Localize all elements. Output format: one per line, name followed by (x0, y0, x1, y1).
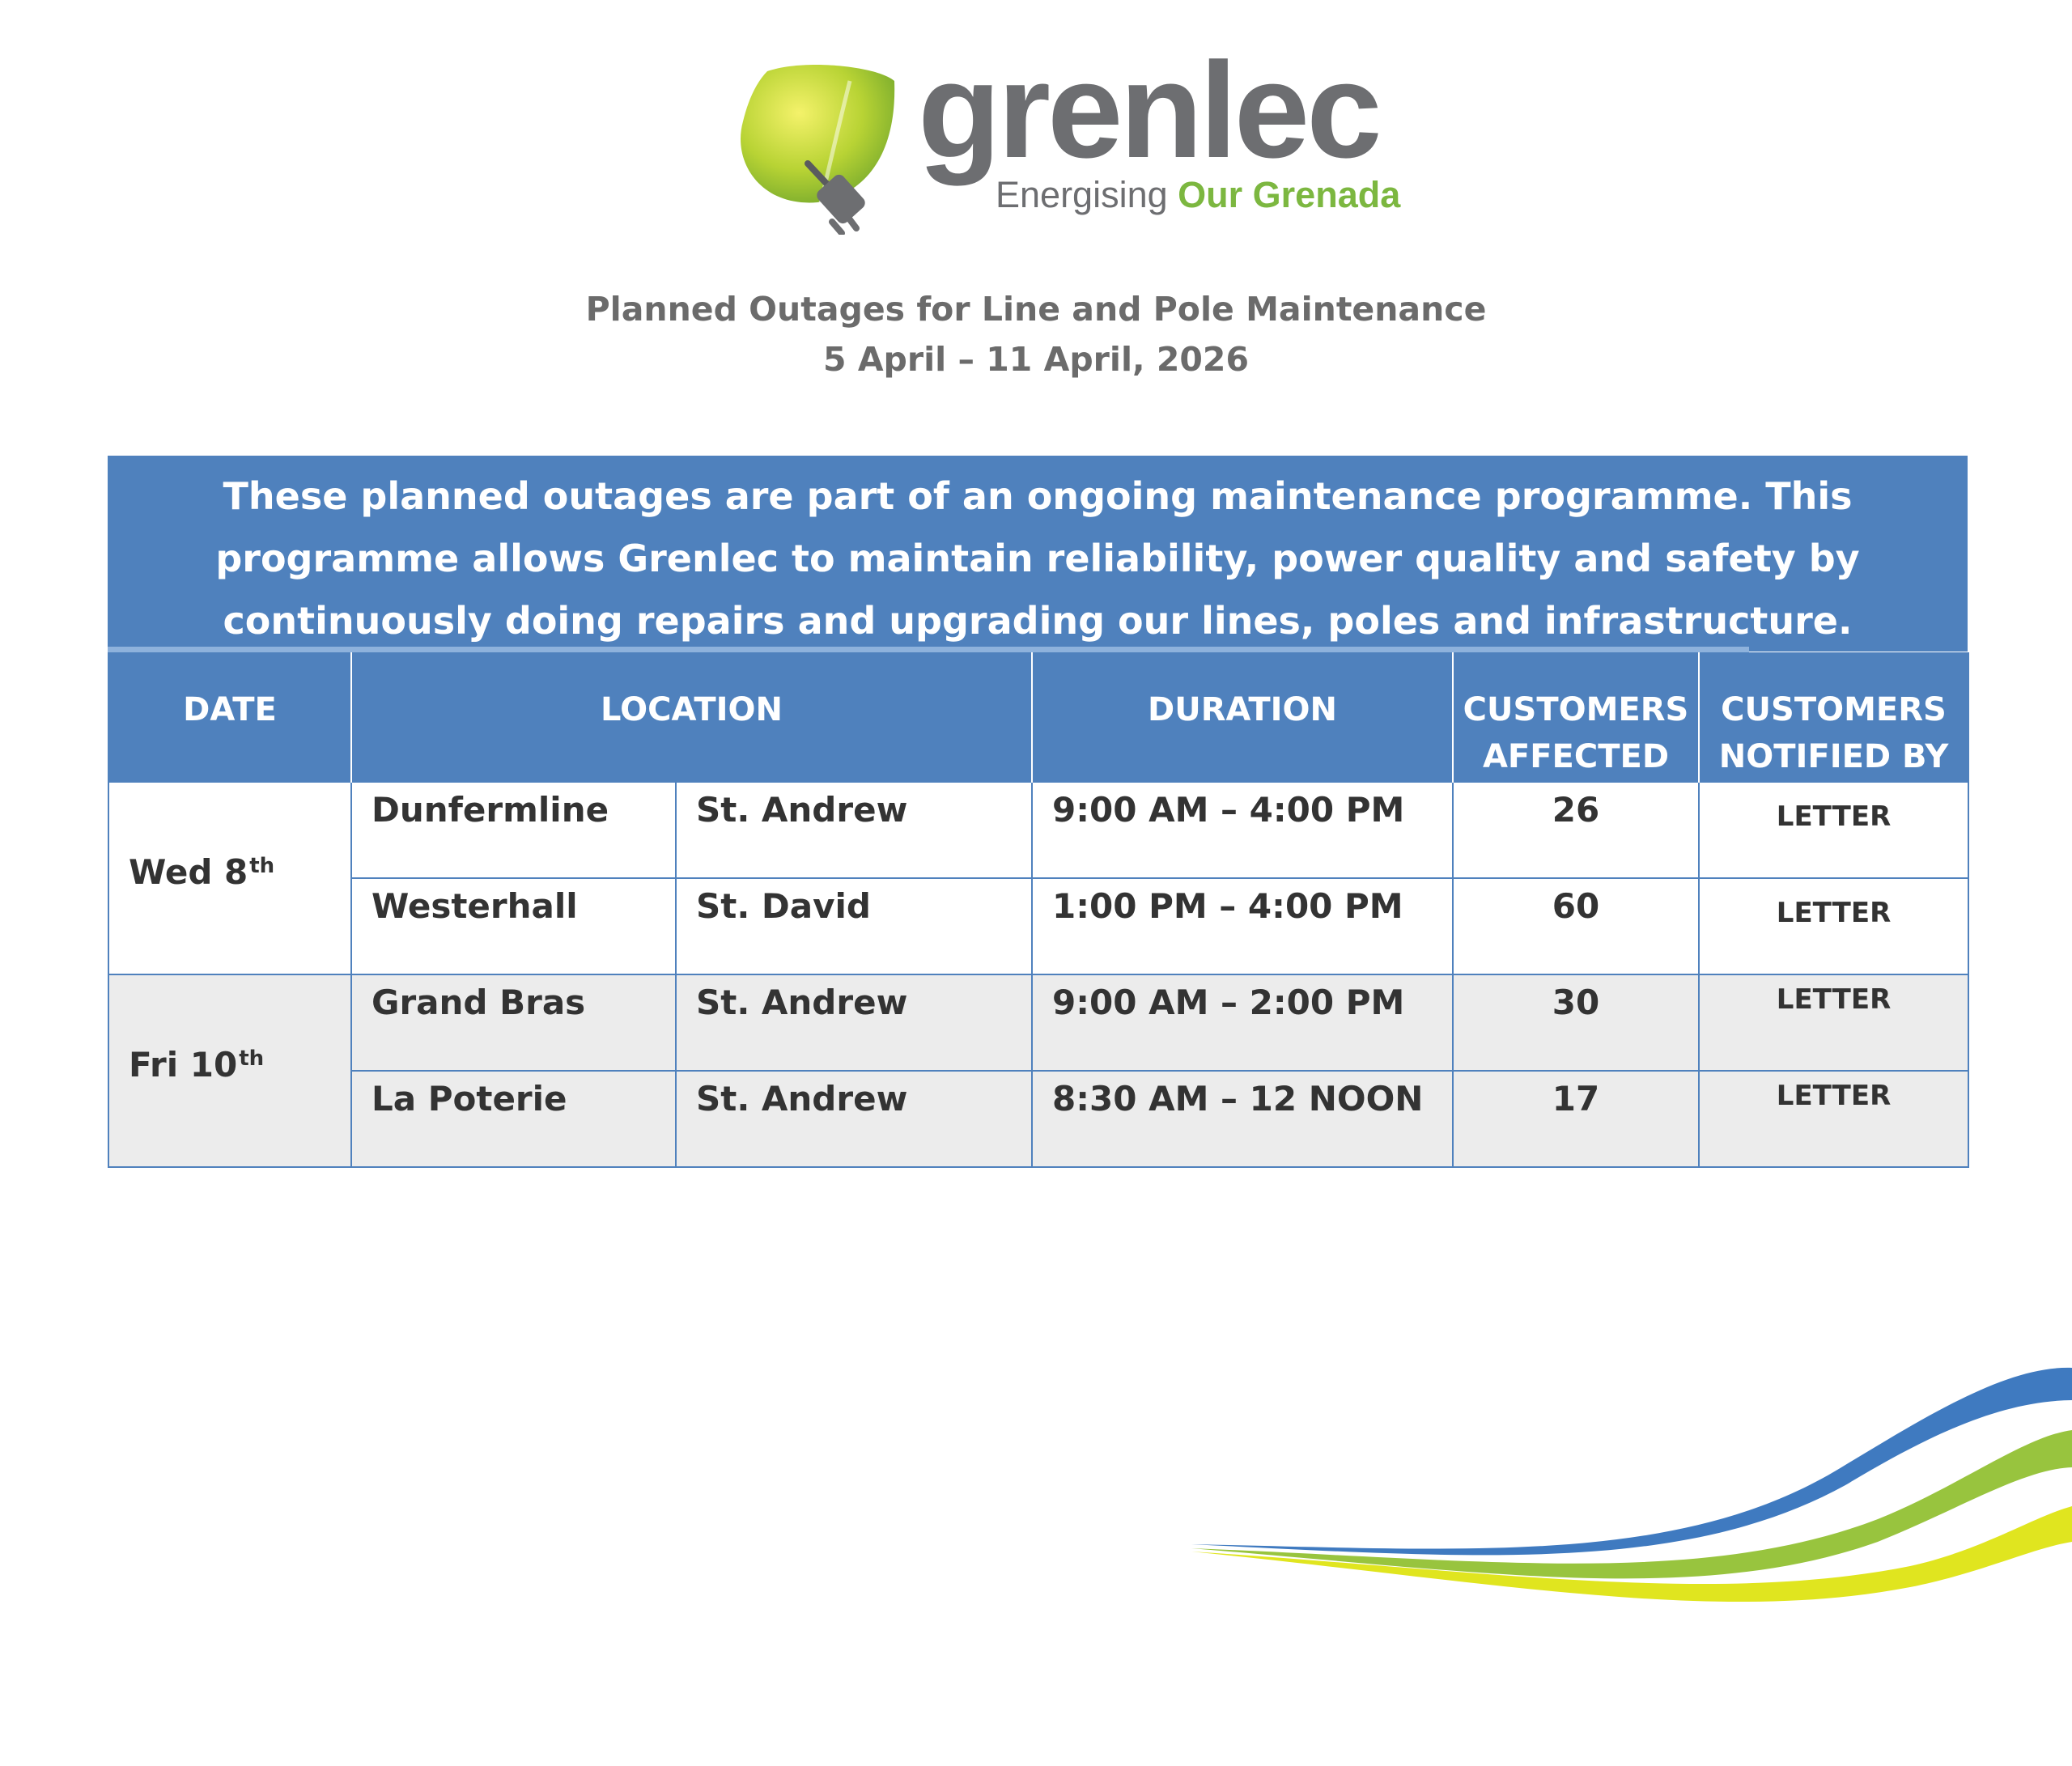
date-day: Fri 10 (129, 1045, 238, 1085)
header-customers-notified (1699, 652, 1968, 782)
area-cell: Westerhall (351, 878, 676, 974)
parish-cell: St. David (676, 878, 1032, 974)
header-location: LOCATION (351, 652, 1032, 782)
banner-divider (108, 647, 1749, 652)
header-notified-line1: CUSTOMERS (1721, 691, 1947, 728)
area-cell: La Poterie (351, 1071, 676, 1167)
date-suffix: th (239, 1046, 265, 1071)
page-title: Planned Outages for Line and Pole Maintenance (585, 290, 1487, 329)
affected-cell: 17 (1453, 1071, 1699, 1167)
affected-cell: 60 (1453, 878, 1699, 974)
brand-swoosh-decoration (1182, 1348, 2072, 1623)
notified-cell: LETTER (1699, 782, 1968, 878)
table-row (108, 1071, 1968, 1167)
leaf-plug-icon (728, 57, 915, 235)
table-row (108, 974, 1968, 1071)
date-cell (108, 974, 351, 1167)
parish-cell: St. Andrew (676, 974, 1032, 1071)
logo-tagline (996, 176, 1400, 213)
date-cell (108, 782, 351, 974)
affected-cell: 30 (1453, 974, 1699, 1071)
notified-cell: LETTER (1699, 974, 1968, 1071)
table-header-row (108, 652, 1968, 782)
intro-banner: These planned outages are part of an ongoing maintenance programme. This programme allows Grenlec to maintain reliability, power quality and safety by continuously doing repairs and upgrading our lines, poles and infrastructure. (108, 456, 1968, 652)
parish-cell: St. Andrew (676, 782, 1032, 878)
header-affected-line1: CUSTOMERS (1463, 691, 1689, 728)
duration-cell: 9:00 AM – 2:00 PM (1032, 974, 1453, 1071)
header-customers-affected (1453, 652, 1699, 782)
duration-cell: 1:00 PM – 4:00 PM (1032, 878, 1453, 974)
header-notified-line2: NOTIFIED BY (1718, 738, 1949, 775)
table-row (108, 878, 1968, 974)
table-row (108, 782, 1968, 878)
duration-cell: 8:30 AM – 12 NOON (1032, 1071, 1453, 1167)
notified-cell: LETTER (1699, 878, 1968, 974)
date-day: Wed 8 (129, 852, 248, 892)
header-duration: DURATION (1032, 652, 1453, 782)
tagline-prefix: Energising (996, 174, 1168, 215)
grenlec-logo (728, 34, 1401, 235)
header-affected-line2: AFFECTED (1482, 738, 1670, 775)
parish-cell: St. Andrew (676, 1071, 1032, 1167)
date-range: 5 April – 11 April, 2026 (823, 340, 1249, 379)
header-date: DATE (108, 652, 351, 782)
area-cell: Grand Bras (351, 974, 676, 1071)
notified-cell: LETTER (1699, 1071, 1968, 1167)
date-suffix: th (249, 854, 275, 878)
tagline-highlight: Our Grenada (1178, 174, 1401, 215)
outage-table (108, 652, 1969, 1168)
affected-cell: 26 (1453, 782, 1699, 878)
logo-wordmark: grenlec (918, 34, 1379, 186)
area-cell: Dunfermline (351, 782, 676, 878)
duration-cell: 9:00 AM – 4:00 PM (1032, 782, 1453, 878)
